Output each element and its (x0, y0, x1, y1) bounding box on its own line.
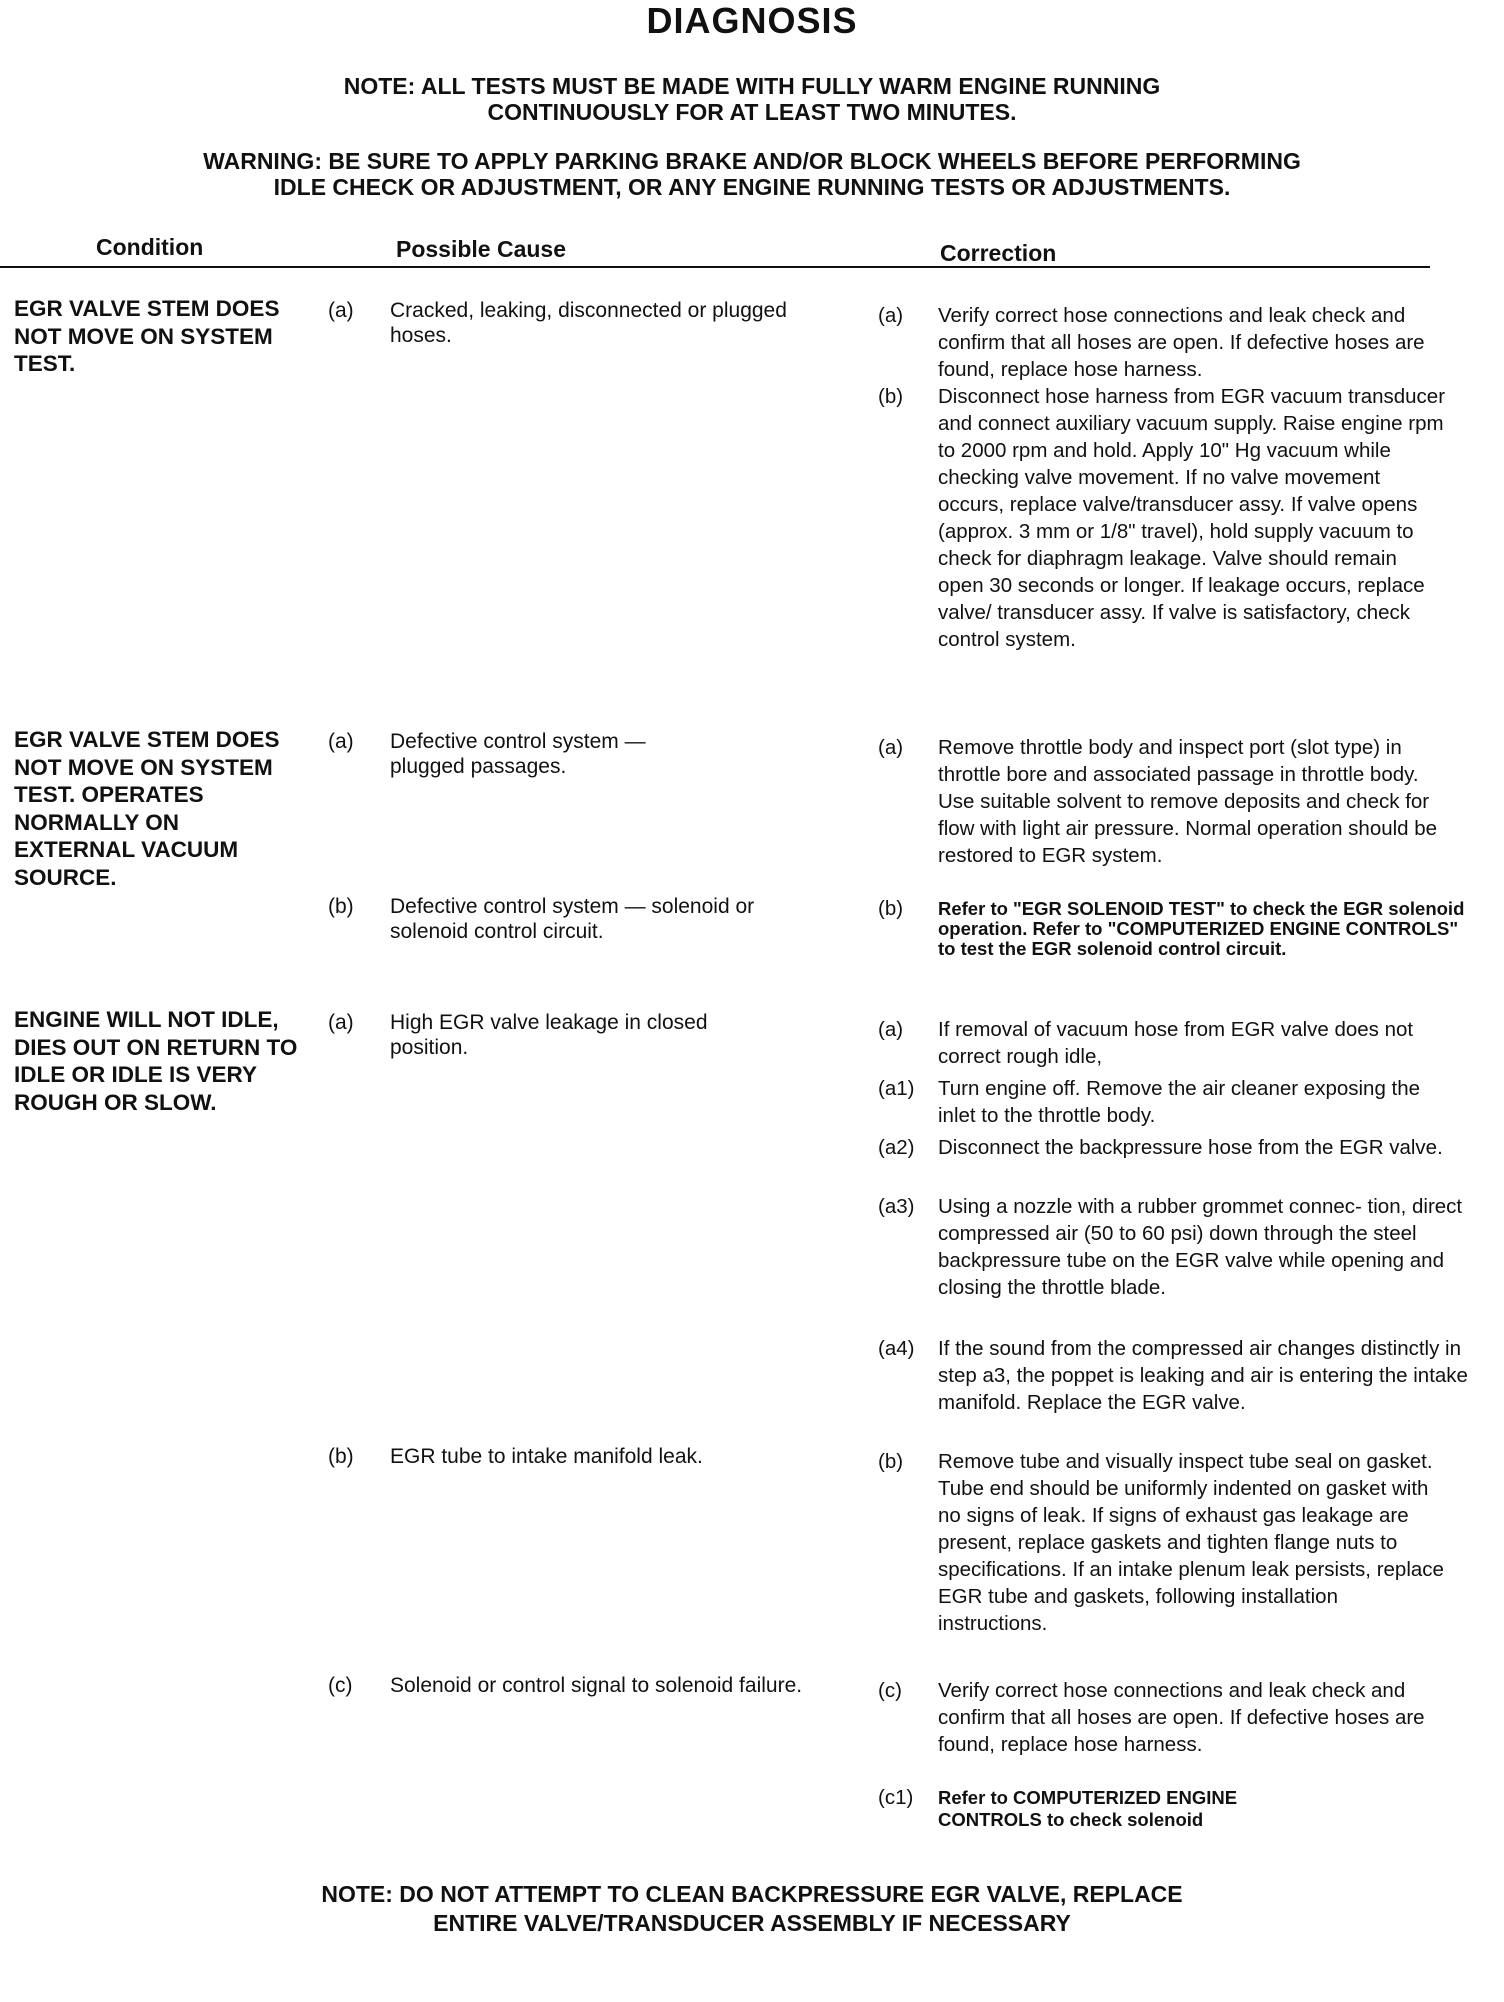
cause-label: (a) (328, 730, 354, 753)
warning-line1: WARNING: BE SURE TO APPLY PARKING BRAKE AND/OR BLOCK WHEELS BEFORE PERFORMING (203, 148, 1301, 174)
cause-text: EGR tube to intake manifold leak. (390, 1445, 703, 1468)
header-cause: Possible Cause (396, 236, 567, 262)
correction-label: (a) (878, 304, 904, 327)
correction-text: Refer to COMPUTERIZED ENGINE CONTROLS to check solenoid (938, 1787, 1238, 1830)
note-bottom-line2: ENTIRE VALVE/TRANSDUCER ASSEMBLY IF NECESSARY (433, 1910, 1071, 1936)
row3-correction-a1 (878, 1075, 1468, 1129)
cause-text: High EGR valve leakage in closed position. (390, 1011, 708, 1059)
row3-cause-c (328, 1673, 803, 1698)
row1-condition: EGR VALVE STEM DOES NOT MOVE ON SYSTEM TEST. (14, 296, 280, 376)
row3-correction-c1 (878, 1787, 1468, 1831)
row3-correction-a (878, 1016, 1468, 1070)
row3-correction-a3 (878, 1193, 1468, 1301)
correction-label: (a1) (878, 1077, 915, 1100)
correction-label: (c) (878, 1679, 902, 1702)
correction-text: Disconnect the backpressure hose from the EGR valve. (938, 1136, 1443, 1159)
warning (0, 148, 1504, 200)
note-bottom (0, 1880, 1504, 1938)
correction-label: (a3) (878, 1195, 915, 1218)
correction-text: Verify correct hose connections and leak check and confirm that all hoses are open. If defective hoses are found, replace hose harness. (938, 1679, 1425, 1756)
cause-label: (c) (328, 1674, 353, 1697)
note-top-line2: CONTINUOUSLY FOR AT LEAST TWO MINUTES. (487, 99, 1017, 125)
row2-correction-b (878, 899, 1468, 959)
correction-label: (c1) (878, 1786, 914, 1809)
correction-text: Using a nozzle with a rubber grommet connec- tion, direct compressed air (50 to 60 psi) down through the steel backpressure tube on the EGR valve while opening and closing the throttle blade. (938, 1195, 1463, 1299)
row3-correction-a2 (878, 1134, 1468, 1161)
cause-label: (a) (328, 299, 354, 322)
page-title: DIAGNOSIS (646, 0, 858, 41)
cause-text: Defective control system — plugged passages. (390, 730, 646, 778)
warning-line2: IDLE CHECK OR ADJUSTMENT, OR ANY ENGINE RUNNING TESTS OR ADJUSTMENTS. (273, 174, 1231, 200)
cause-text: Cracked, leaking, disconnected or plugged hoses. (390, 299, 787, 347)
correction-text: If the sound from the compressed air changes distinctly in step a3, the poppet is leaking and air is entering the intake manifold. Replace the EGR valve. (938, 1337, 1468, 1414)
header-correction: Correction (940, 240, 1057, 266)
correction-label: (a) (878, 1018, 904, 1041)
correction-text: If removal of vacuum hose from EGR valve does not correct rough idle, (938, 1018, 1414, 1068)
header-condition: Condition (96, 234, 204, 260)
correction-label: (b) (878, 1450, 904, 1473)
note-top-line1: NOTE: ALL TESTS MUST BE MADE WITH FULLY WARM ENGINE RUNNING (343, 73, 1161, 99)
correction-text: Remove throttle body and inspect port (slot type) in throttle bore and associated passage in throttle body. Use suitable solvent to remove deposits and check for flow with light air pressure. Normal operation should be restored to EGR system. (938, 736, 1438, 867)
row2-cause-a (328, 729, 798, 779)
correction-text: Turn engine off. Remove the air cleaner exposing the inlet to the throttle body. (938, 1077, 1421, 1127)
correction-label: (a2) (878, 1136, 915, 1159)
row2-cause-b (328, 894, 798, 944)
correction-text: Verify correct hose connections and leak check and confirm that all hoses are open. If defective hoses are found, replace hose harness. (938, 304, 1425, 381)
row3-cause-a (328, 1010, 798, 1060)
header-rule (0, 266, 1430, 268)
correction-text: Remove tube and visually inspect tube seal on gasket. Tube end should be uniformly indented on gasket with no signs of leak. If signs of exhaust gas leakage are present, replace gaskets and tighten flange nuts to specifications. If an intake plenum leak persists, replace EGR tube and gaskets, following installation instructions. (938, 1450, 1444, 1635)
row3-correction-c (878, 1677, 1468, 1758)
row3-correction-b (878, 1448, 1468, 1637)
note-bottom-line1: NOTE: DO NOT ATTEMPT TO CLEAN BACKPRESSURE EGR VALVE, REPLACE (321, 1881, 1183, 1907)
cause-label: (b) (328, 895, 354, 918)
row1-cause-a (328, 298, 798, 348)
row3-correction-a4 (878, 1335, 1468, 1416)
row2-correction-a (878, 734, 1468, 869)
row2-condition: EGR VALVE STEM DOES NOT MOVE ON SYSTEM TEST. OPERATES NORMALLY ON EXTERNAL VACUUM SOURCE. (14, 727, 280, 890)
correction-text: Disconnect hose harness from EGR vacuum transducer and connect auxiliary vacuum supply. Raise engine rpm to 2000 rpm and hold. Apply 10" Hg vacuum while checking valve movement. If no valve movement occurs, replace valve/transducer assy. If valve opens (approx. 3 mm or 1/8" travel), hold supply vacuum to check for diaphragm leakage. Valve should remain open 30 seconds or longer. If leakage occurs, replace valve/ transducer assy. If valve is satisfactory, check control system. (938, 385, 1446, 651)
correction-text: Refer to "EGR SOLENOID TEST" to check the EGR solenoid operation. Refer to "COMPUTERIZED ENGINE CONTROLS" to test the EGR solenoid control circuit. (938, 898, 1465, 959)
correction-label: (b) (878, 897, 904, 920)
row1-correction-b (878, 383, 1468, 653)
correction-label: (b) (878, 385, 904, 408)
cause-text: Defective control system — solenoid or solenoid control circuit. (390, 895, 755, 943)
cause-label: (a) (328, 1011, 354, 1034)
cause-text: Solenoid or control signal to solenoid failure. (390, 1674, 803, 1697)
row3-condition: ENGINE WILL NOT IDLE, DIES OUT ON RETURN TO IDLE OR IDLE IS VERY ROUGH OR SLOW. (14, 1007, 298, 1115)
row1-correction-a (878, 302, 1468, 383)
note-top (0, 73, 1504, 125)
cause-label: (b) (328, 1445, 354, 1468)
correction-label: (a) (878, 736, 904, 759)
correction-label: (a4) (878, 1337, 915, 1360)
row3-cause-b (328, 1444, 798, 1469)
